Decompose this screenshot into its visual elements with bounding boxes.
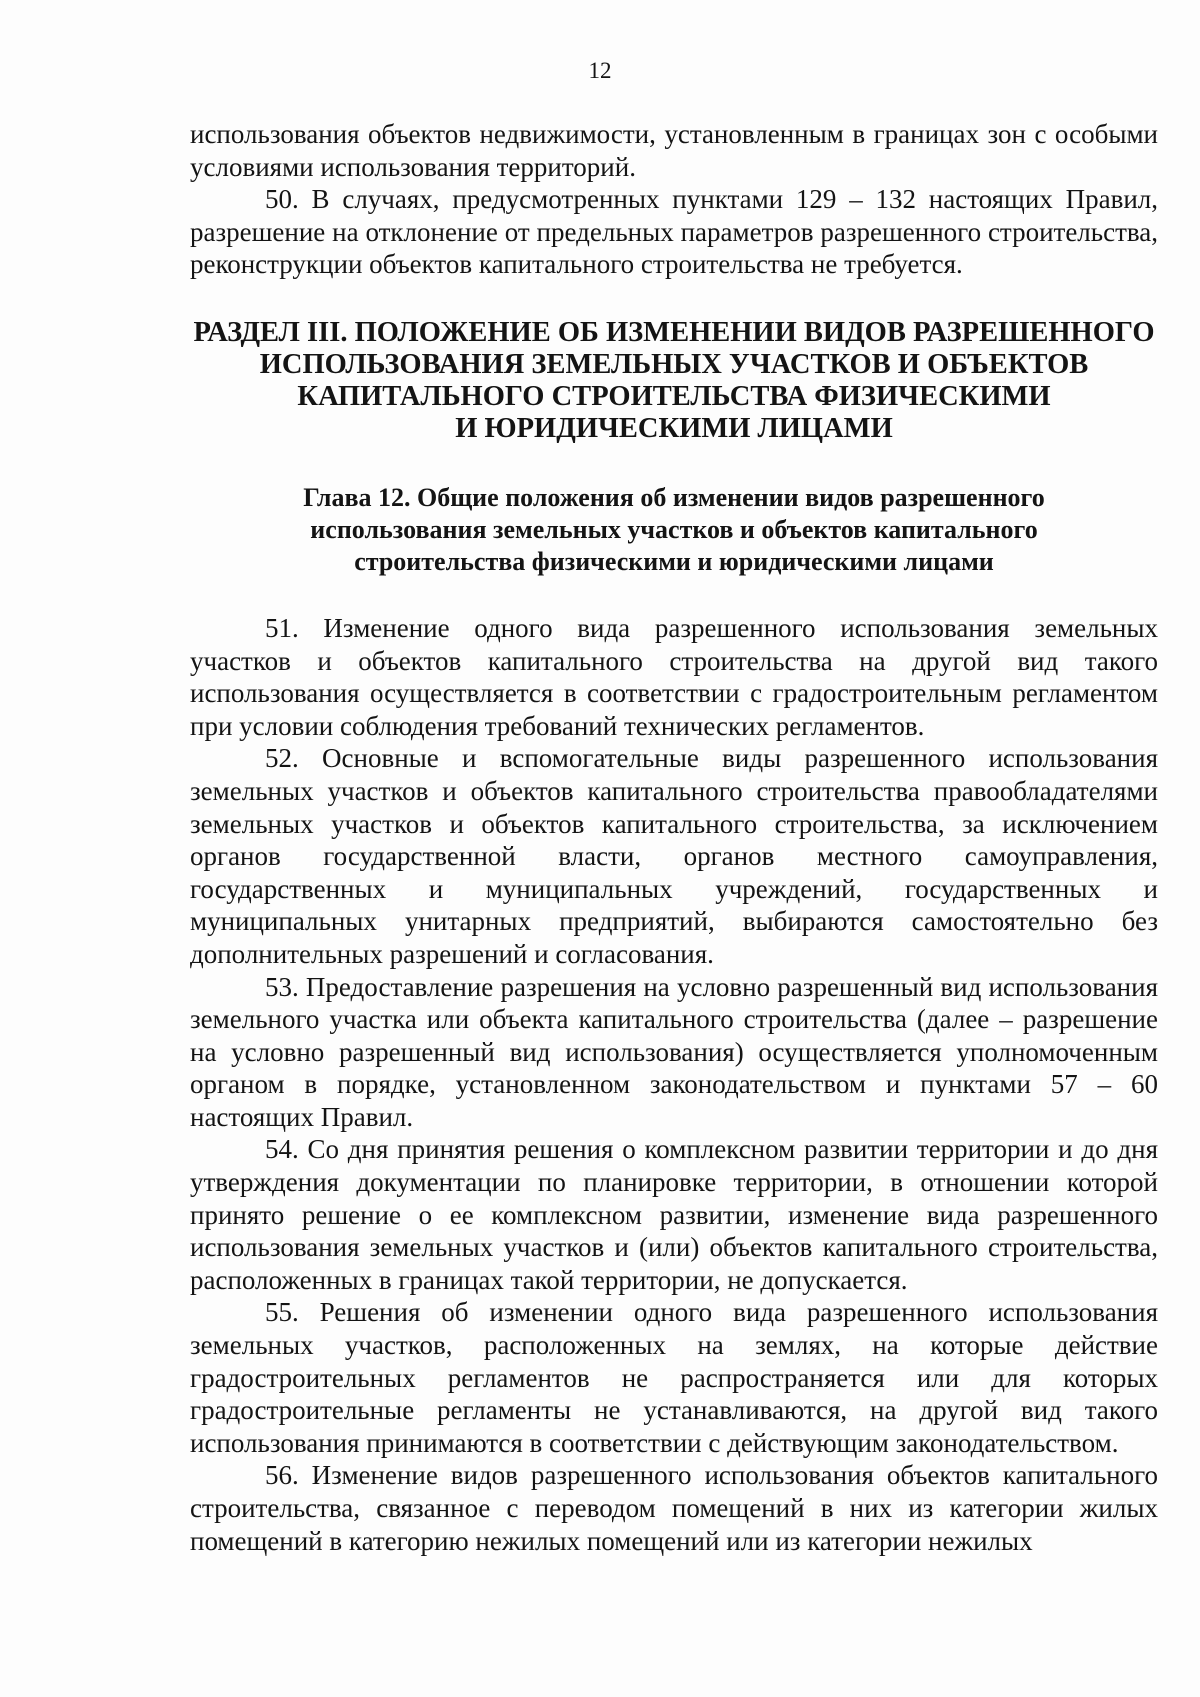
paragraph-54: 54. Со дня принятия решения о комплексном развитии территории и до дня утверждения документации по планировке территории, в отношении которой принято решение о ее комплексном развитии, изменение вида разрешенного использования земельных участков и (или) объектов капитального строительства, расположенных в границах такой территории, не допускается. [190,1134,1158,1295]
paragraph-continuation: использования объектов недвижимости, установленным в границах зон с особыми условиями использования территорий. [190,119,1158,182]
chapter-body [190,612,1158,1557]
paragraph-56: 56. Изменение видов разрешенного использования объектов капитального строительства, связанное с переводом помещений в них из категории жилых помещений в категорию нежилых помещений или из категории нежилых [190,1460,1158,1556]
section-heading [190,317,1158,445]
paragraph-52: 52. Основные и вспомогательные виды разрешенного использования земельных участков и объектов капитального строительства правообладателями земельных участков и объектов капитального строительства, за исключением органов государственной власти, органов местного самоуправления, государственных и муниципальных учреждений, государственных и муниципальных унитарных предприятий, выбираются самостоятельно без дополнительных разрешений и согласования. [190,743,1158,969]
section-heading-line: КАПИТАЛЬНОГО СТРОИТЕЛЬСТВА ФИЗИЧЕСКИМИ [297,380,1051,412]
paragraph-51: 51. Изменение одного вида разрешенного использования земельных участков и объектов капитального строительства на другой вид такого использования осуществляется в соответствии с градостроительным регламентом при условии соблюдения требований технических регламентов. [190,612,1158,741]
section-heading-line: И ЮРИДИЧЕСКИМИ ЛИЦАМИ [455,412,893,444]
section-heading-line: ИСПОЛЬЗОВАНИЯ ЗЕМЕЛЬНЫХ УЧАСТКОВ И ОБЪЕКТОВ [259,348,1089,380]
section-heading-line: РАЗДЕЛ III. ПОЛОЖЕНИЕ ОБ ИЗМЕНЕНИИ ВИДОВ РАЗРЕШЕННОГО [193,316,1155,348]
paragraph-53: 53. Предоставление разрешения на условно разрешенный вид использования земельного участка или объекта капитального строительства (далее – разрешение на условно разрешенный вид использования) осуществляется уполномоченным органом в порядке, установленном законодательством и пунктами 57 – 60 настоящих Правил. [190,971,1158,1132]
chapter-heading-line: использования земельных участков и объектов капитального [310,514,1038,544]
page-number: 12 [588,58,612,83]
chapter-heading-line: Глава 12. Общие положения об изменении видов разрешенного [303,482,1045,512]
page-content [190,118,1158,1557]
paragraph-50: 50. В случаях, предусмотренных пунктами 129 – 132 настоящих Правил, разрешение на отклонение от предельных параметров разрешенного строительства, реконструкции объектов капитального строительства не требуется. [190,184,1158,280]
chapter-heading [190,482,1158,578]
chapter-heading-line: строительства физическими и юридическими лицами [354,546,994,576]
paragraph-55: 55. Решения об изменении одного вида разрешенного использования земельных участков, расположенных на землях, на которые действие градостроительных регламентов не распространяется или для которых градостроительные регламенты не устанавливаются, на другой вид такого использования принимаются в соответствии с действующим законодательством. [190,1297,1158,1458]
